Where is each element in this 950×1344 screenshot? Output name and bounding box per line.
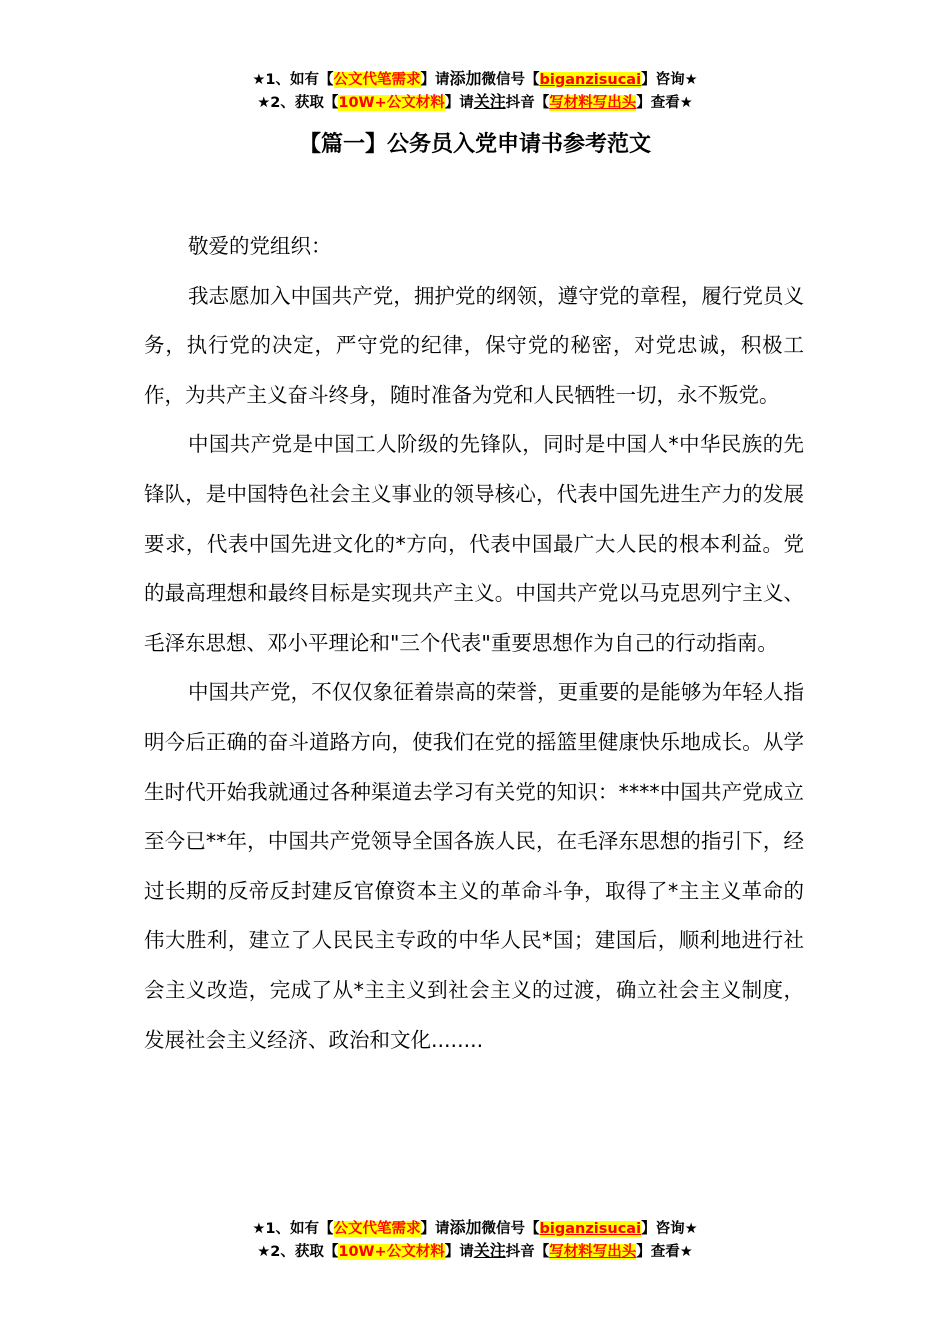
banner-highlight: 10W+公文材料 <box>338 95 445 111</box>
banner-text: 】请 <box>444 1244 474 1260</box>
footer-banner <box>0 1217 950 1263</box>
banner-highlight: 公文代笔需求 <box>333 1221 421 1237</box>
banner-text: 】查看★ <box>636 95 693 111</box>
banner-text: 抖音【 <box>505 95 550 111</box>
banner-highlight: 公文代笔需求 <box>333 72 421 88</box>
banner-highlight: 写材料写出头 <box>549 95 637 111</box>
banner-highlight: 写材料写出头 <box>549 1244 637 1260</box>
body-paragraph: 中国共产党，不仅仅象征着崇高的荣誉，更重要的是能够为年轻人指明今后正确的奋斗道路方向，使我们在党的摇篮里健康快乐地成长。从学生时代开始我就通过各种渠道去学习有关党的知识：****中国共产党成立至今已**年，中国共产党领导全国各族人民，在毛泽东思想的指引下，经过长期的反帝反封建反官僚资本主义的革命斗争，取得了*主主义革命的伟大胜利，建立了人民民主专政的中华人民*国；建国后，顺利地进行社会主义改造，完成了从*主主义到社会主义的过渡，确立社会主义制度，发展社会主义经济、政治和文化........ <box>144 680 804 1052</box>
banner-text: 】咨询★ <box>641 72 698 88</box>
salutation: 敬爱的党组织： <box>188 234 332 258</box>
banner-text: 】请 <box>420 1221 450 1237</box>
body-paragraph: 中国共产党是中国工人阶级的先锋队，同时是中国人*中华民族的先锋队，是中国特色社会主义事业的领导核心，代表中国先进生产力的发展要求，代表中国先进文化的*方向，代表中国最广大人民的根本利益。党的最高理想和最终目标是实现共产主义。中国共产党以马克思列宁主义、毛泽东思想、邓小平理论和"三个代表"重要思想作为自己的行动指南。 <box>144 432 804 655</box>
body-paragraph: 我志愿加入中国共产党，拥护党的纲领，遵守党的章程，履行党员义务，执行党的决定，严守党的纪律，保守党的秘密，对党忠诚，积极工作，为共产主义奋斗终身，随时准备为党和人民牺牲一切，永不叛党。 <box>144 283 804 407</box>
banner-text: 】请 <box>420 72 450 88</box>
banner-line-1 <box>0 68 950 91</box>
banner-text: 微信号【 <box>481 1221 540 1237</box>
banner-emphasis: 关注 <box>473 92 506 111</box>
document-body <box>144 222 804 1065</box>
header-banner <box>0 68 950 114</box>
banner-text: ★2、获取【 <box>257 95 339 111</box>
banner-highlight: 10W+公文材料 <box>338 1244 445 1260</box>
banner-text: 】咨询★ <box>641 1221 698 1237</box>
banner-line-1 <box>0 1217 950 1240</box>
document-title: 【篇一】公务员入党申请书参考范文 <box>298 132 651 157</box>
banner-text: 抖音【 <box>505 1244 550 1260</box>
banner-emphasis: 关注 <box>473 1241 506 1260</box>
banner-line-2 <box>0 1240 950 1263</box>
banner-text: 】请 <box>444 95 474 111</box>
banner-text: ★1、如有【 <box>252 72 334 88</box>
banner-emphasis: 添加 <box>449 1218 482 1237</box>
banner-text: 】查看★ <box>636 1244 693 1260</box>
banner-emphasis: 添加 <box>449 69 482 88</box>
banner-text: ★2、获取【 <box>257 1244 339 1260</box>
banner-highlight: biganzisucai <box>539 1221 642 1237</box>
banner-text: ★1、如有【 <box>252 1221 334 1237</box>
banner-text: 微信号【 <box>481 72 540 88</box>
banner-highlight: biganzisucai <box>539 72 642 88</box>
banner-line-2 <box>0 91 950 114</box>
